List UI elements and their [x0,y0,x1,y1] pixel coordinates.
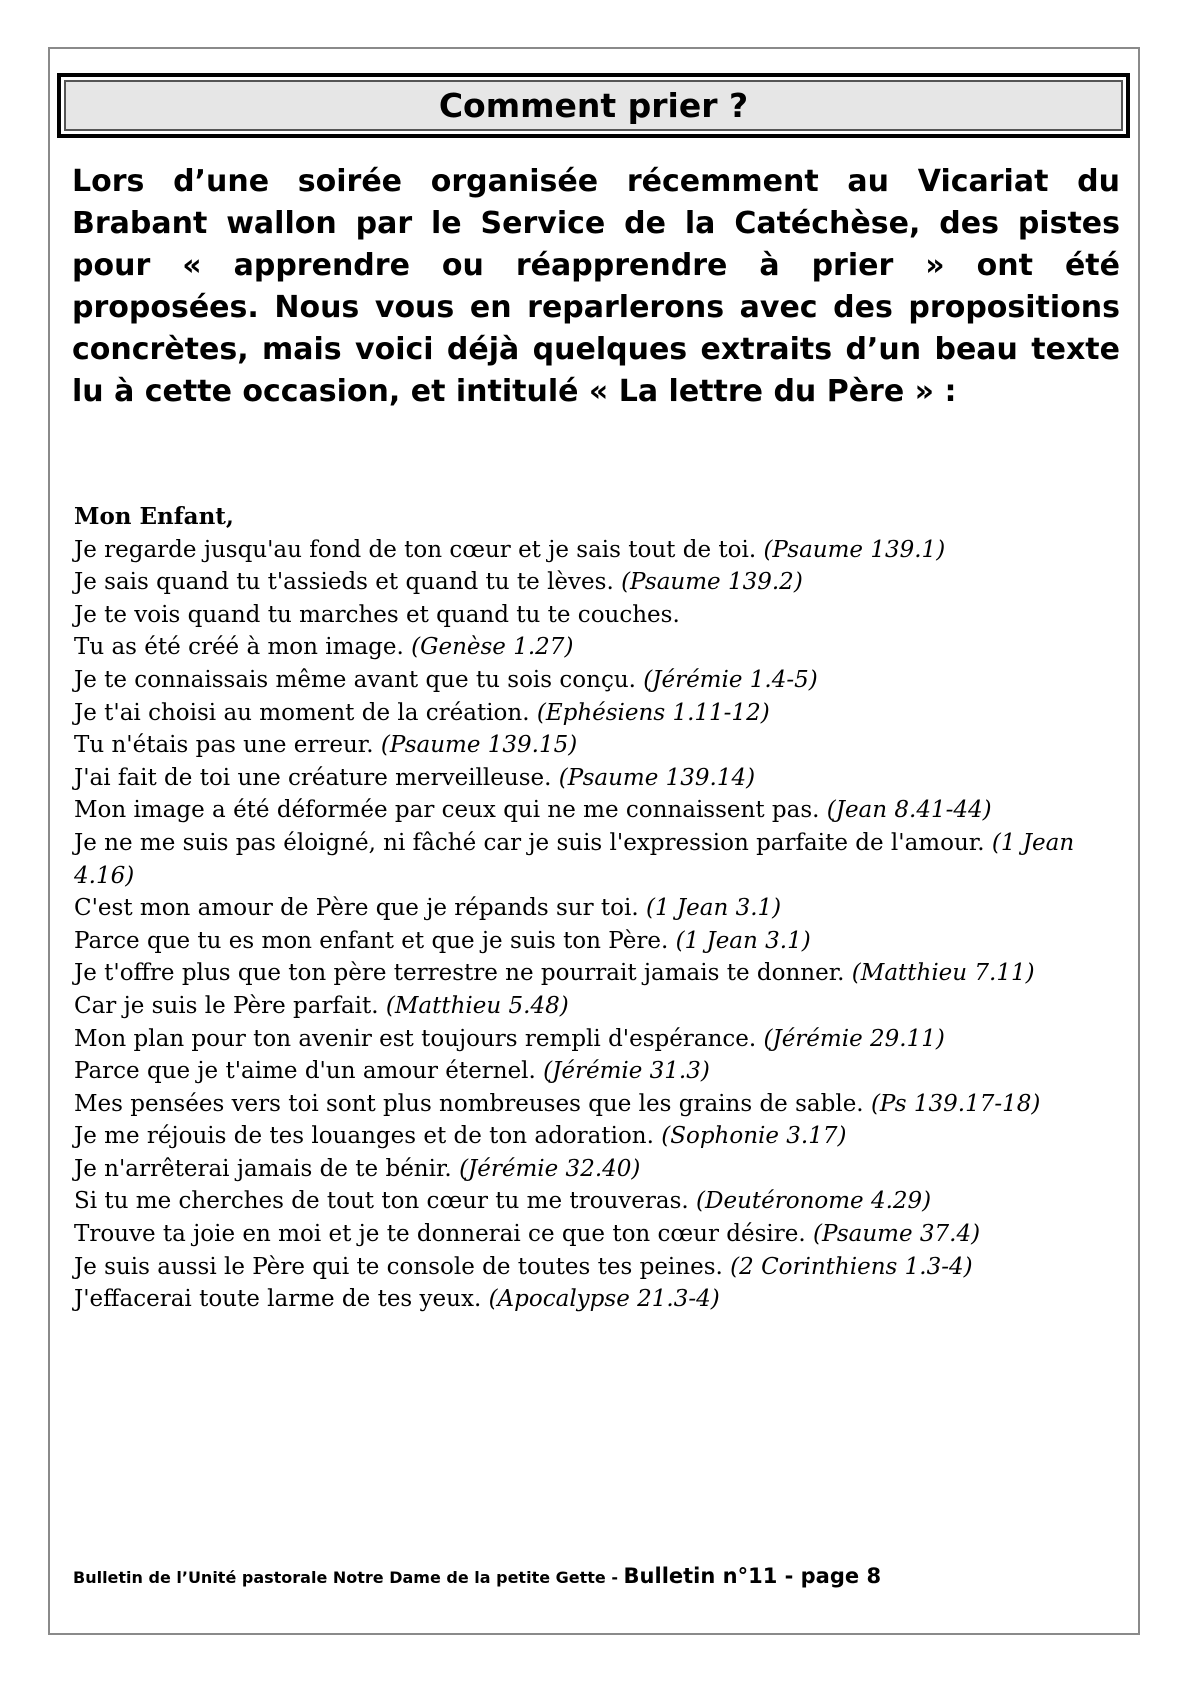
letter-line-text: Je te connaissais même avant que tu sois conçu. [74,666,636,693]
letter-line [74,827,1124,892]
letter-line-text: Mon plan pour ton avenir est toujours rempli d'espérance. [74,1025,757,1052]
letter-line [74,957,1124,990]
letter-line-text: J'ai fait de toi une créature merveilleuse. [74,764,552,791]
letter-line [74,925,1124,958]
title-inner [64,80,1123,131]
letter-line-reference: (Sophonie 3.17) [661,1123,847,1150]
letter-line-text: Je suis aussi le Père qui te console de toutes tes peines. [74,1253,723,1280]
letter-line [74,1153,1124,1186]
letter-line-reference: (Psaume 37.4) [813,1221,981,1248]
letter-line-reference: (Ephésiens 1.11-12) [536,699,770,726]
footer-page-number: Bulletin n°11 - page 8 [623,1564,882,1588]
letter-line [74,534,1124,567]
letter-line-reference: (Jérémie 1.4-5) [643,666,818,693]
letter-line-reference: (Apocalypse 21.3-4) [488,1286,720,1313]
letter-line-reference: (Ps 139.17-18) [870,1090,1041,1117]
letter-line-text: Tu as été créé à mon image. [74,634,404,661]
letter-line-reference: (Jérémie 32.40) [459,1155,641,1182]
letter-line [74,762,1124,795]
letter-line-reference: (1 Jean 4.16) [74,829,1075,889]
letter-line [74,1023,1124,1056]
letter-line-text: Je t'ai choisi au moment de la création. [74,699,530,726]
footer-bulletin-name: Bulletin de l’Unité pastorale Notre Dame de la petite Gette - [73,1568,624,1587]
letter-line-text: Je n'arrêterai jamais de te bénir. [74,1155,452,1182]
letter-line-reference: (Genèse 1.27) [411,634,574,661]
letter-line-reference: (Jérémie 31.3) [543,1058,710,1085]
letter-line-reference: (1 Jean 3.1) [645,895,782,922]
letter-line [74,1251,1124,1284]
intro-paragraph: Lors d’une soirée organisée récemment au Vicariat du Brabant wallon par le Service de la Catéchèse, des pistes pour « apprendre ou réapprendre à prier » ont été proposées. Nous vous en reparlerons avec des propositions concrètes, mais voici déjà quelques extraits d’un beau texte lu à cette occasion, et intitulé « La lettre du Père » : [72,164,1120,409]
letter-line-reference: (Matthieu 5.48) [385,992,569,1019]
letter-line [74,1055,1124,1088]
letter-line [74,1218,1124,1251]
letter-line-reference: (Matthieu 7.11) [851,960,1035,987]
letter-line-text: Car je suis le Père parfait. [74,992,379,1019]
letter-line-text: Je t'offre plus que ton père terrestre ne pourrait jamais te donner. [74,960,845,987]
letter-line-text: J'effacerai toute larme de tes yeux. [74,1286,482,1313]
letter-line-reference: (1 Jean 3.1) [675,927,811,954]
letter-line-reference: (Psaume 139.1) [763,536,946,563]
letter-line-text: Mon image a été déformée par ceux qui ne me connaissent pas. [74,797,820,824]
letter-line-text: Je te vois quand tu marches et quand tu te couches. [74,601,680,628]
letter-greeting: Mon Enfant, [74,503,234,530]
letter-line-text: Parce que je t'aime d'un amour éternel. [74,1058,536,1085]
letter-line-text: Parce que tu es mon enfant et que je suis ton Père. [74,927,669,954]
letter-line-reference: (Deutéronome 4.29) [696,1188,932,1215]
letter-line-text: Trouve ta joie en moi et je te donnerai ce que ton cœur désire. [74,1221,806,1248]
page-title: Comment prier ? [438,86,749,125]
letter-line-reference: (Jean 8.41-44) [826,797,992,824]
letter-line-text: Je me réjouis de tes louanges et de ton adoration. [74,1123,654,1150]
letter-line-text: Je ne me suis pas éloigné, ni fâché car je suis l'expression parfaite de l'amour. [74,829,985,856]
letter-line [74,794,1124,827]
letter-line-reference: (Jérémie 29.11) [763,1025,945,1052]
letter-line-reference: (Psaume 139.15) [380,732,578,759]
letter-line [74,631,1124,664]
letter-line-text: C'est mon amour de Père que je répands sur toi. [74,895,639,922]
letter-line [74,1283,1124,1316]
letter-line-text: Je regarde jusqu'au fond de ton cœur et je sais tout de toi. [74,536,757,563]
letter-line [74,1088,1124,1121]
letter-line-text: Si tu me cherches de tout ton cœur tu me trouveras. [74,1188,689,1215]
letter-line-text: Mes pensées vers toi sont plus nombreuses que les grains de sable. [74,1090,864,1117]
letter-line-reference: (Psaume 139.2) [621,569,803,596]
title-box [57,73,1130,138]
letter-line [74,697,1124,730]
letter-line [74,1120,1124,1153]
letter-line-text: Tu n'étais pas une erreur. [74,732,374,759]
letter-line [74,1185,1124,1218]
letter-line-reference: (Psaume 139.14) [558,764,756,791]
letter-text [74,501,1124,1316]
letter-line [74,599,1124,632]
letter-line [74,990,1124,1023]
letter-line-reference: (2 Corinthiens 1.3-4) [730,1253,973,1280]
letter-line [74,892,1124,925]
letter-line [74,566,1124,599]
letter-line-text: Je sais quand tu t'assieds et quand tu te lèves. [74,569,614,596]
letter-line [74,664,1124,697]
letter-lines [74,534,1124,1316]
footer [73,1564,881,1588]
letter-line [74,729,1124,762]
